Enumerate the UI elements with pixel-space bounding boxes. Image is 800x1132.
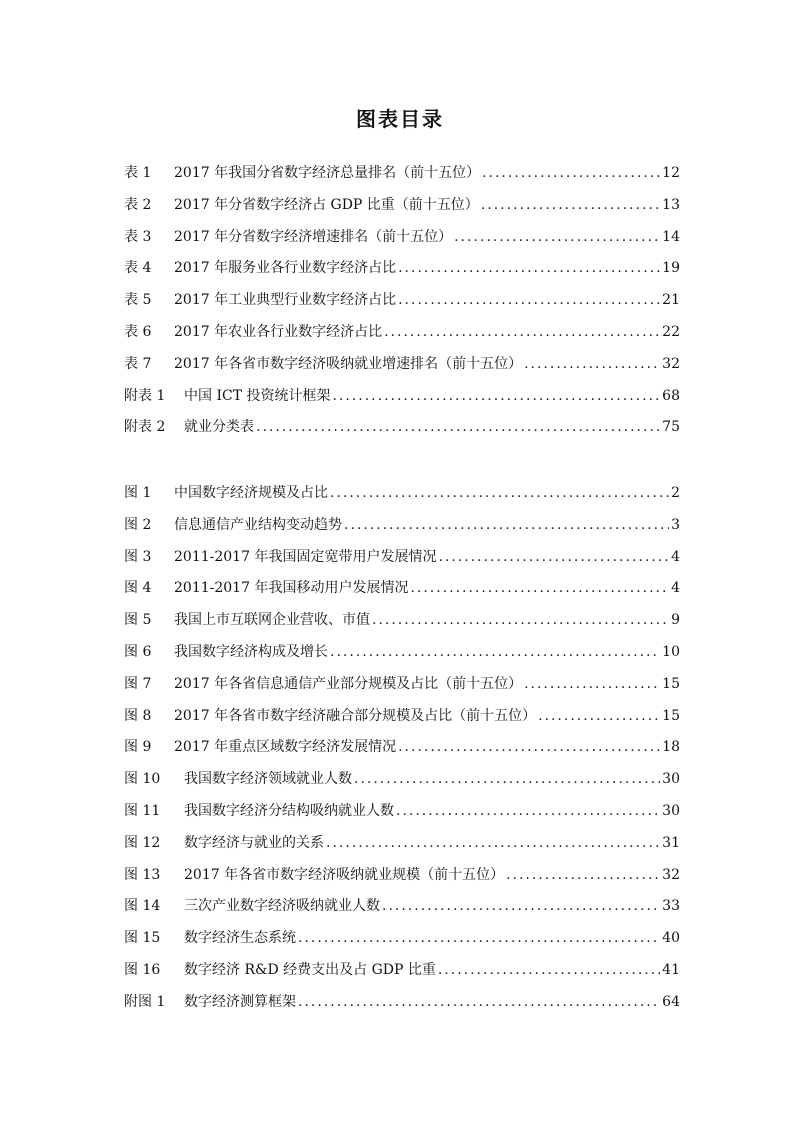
toc-entry-title: 中国 ICT 投资统计框架 [184, 387, 331, 404]
toc-entry-label: 表 2 [124, 196, 152, 213]
page-title: 图表目录 [356, 107, 444, 131]
toc-entry-page-number: 64 [662, 993, 680, 1010]
toc-entry[interactable] [124, 386, 680, 418]
toc-entry-label: 图 8 [124, 707, 152, 724]
dot-leader [344, 515, 669, 535]
toc-entry-page-number: 32 [662, 866, 680, 883]
toc-entry-title: 就业分类表 [184, 419, 254, 436]
dot-leader [410, 578, 669, 598]
toc-entry-label: 附表 1 [124, 387, 166, 404]
toc-entry-title: 数字经济与就业的关系 [184, 834, 324, 851]
toc-entry-label: 图 9 [124, 739, 152, 756]
dot-leader [524, 674, 660, 694]
toc-entry-title: 我国数字经济领域就业人数 [184, 771, 352, 788]
toc-entry-page-number: 68 [662, 387, 680, 404]
toc-entry-title: 我国数字经济构成及增长 [174, 643, 328, 660]
toc-entry[interactable] [124, 737, 680, 769]
toc-entry-page-number: 75 [662, 419, 680, 436]
dot-leader [330, 483, 669, 503]
toc-entry-label: 附表 2 [124, 419, 166, 436]
toc-entry-title: 数字经济测算框架 [184, 993, 296, 1010]
toc-entry[interactable] [124, 865, 680, 897]
toc-entry-label: 图 10 [124, 771, 161, 788]
dot-leader [398, 737, 660, 757]
dot-leader [398, 290, 660, 310]
toc-entry[interactable] [124, 163, 680, 195]
toc-entry-page-number: 14 [662, 228, 680, 245]
toc-entry-label: 图 7 [124, 675, 152, 692]
toc-entry-page-number: 21 [662, 292, 680, 309]
toc-entry-title: 2017 年各省市数字经济融合部分规模及占比（前十五位） [174, 707, 537, 724]
toc-entry-title: 数字经济生态系统 [184, 930, 296, 947]
toc-entry-label: 表 7 [124, 355, 152, 372]
toc-entry[interactable] [124, 896, 680, 928]
toc-entry[interactable] [124, 642, 680, 674]
toc-entry[interactable] [124, 417, 680, 449]
toc-entry[interactable] [124, 769, 680, 801]
toc-entry-page-number: 15 [662, 675, 680, 692]
toc-entry[interactable] [124, 992, 680, 1024]
toc-entry-page-number: 15 [662, 707, 680, 724]
toc-entry-title: 2017 年各省信息通信产业部分规模及占比（前十五位） [174, 675, 523, 692]
toc-entry-title: 数字经济 R&D 经费支出及占 GDP 比重 [184, 961, 436, 978]
table-of-figures [124, 483, 680, 1024]
toc-entry[interactable] [124, 483, 680, 515]
toc-entry-title: 2017 年分省数字经济占 GDP 比重（前十五位） [174, 196, 479, 213]
dot-leader [382, 896, 660, 916]
toc-entry-label: 附图 1 [124, 993, 166, 1010]
toc-entry[interactable] [124, 354, 680, 386]
toc-entry-page-number: 31 [662, 834, 680, 851]
dot-leader [372, 610, 669, 630]
toc-entry-page-number: 30 [662, 771, 680, 788]
toc-entry-label: 表 4 [124, 260, 152, 277]
dot-leader [384, 322, 660, 342]
dot-leader [481, 195, 660, 215]
table-of-tables [124, 163, 680, 449]
toc-entry[interactable] [124, 547, 680, 579]
toc-entry[interactable] [124, 258, 680, 290]
toc-entry[interactable] [124, 322, 680, 354]
toc-entry-page-number: 41 [662, 961, 680, 978]
toc-entry-label: 图 15 [124, 930, 161, 947]
toc-entry-page-number: 3 [671, 516, 680, 533]
dot-leader [438, 547, 669, 567]
dot-leader [332, 386, 660, 406]
toc-entry-page-number: 32 [662, 355, 680, 372]
toc-entry-label: 表 1 [124, 165, 152, 181]
toc-entry-page-number: 18 [662, 739, 680, 756]
toc-entry-title: 2017 年服务业各行业数字经济占比 [174, 260, 397, 277]
toc-entry-label: 图 6 [124, 643, 152, 660]
toc-entry-title: 2017 年工业典型行业数字经济占比 [174, 292, 397, 309]
toc-entry-page-number: 13 [662, 196, 680, 213]
toc-entry[interactable] [124, 578, 680, 610]
toc-entry-label: 表 6 [124, 323, 152, 340]
dot-leader [454, 227, 660, 247]
toc-entry-page-number: 30 [662, 802, 680, 819]
toc-entry-label: 图 3 [124, 548, 152, 565]
toc-entry-label: 图 2 [124, 516, 152, 533]
toc-entry[interactable] [124, 928, 680, 960]
toc-entry-label: 图 11 [124, 802, 161, 819]
toc-entry-page-number: 19 [662, 260, 680, 277]
dot-leader [330, 642, 660, 662]
toc-entry[interactable] [124, 706, 680, 738]
toc-entry-label: 图 13 [124, 866, 161, 883]
toc-entry-page-number: 40 [662, 930, 680, 947]
dot-leader [438, 960, 660, 980]
toc-entry-page-number: 4 [671, 548, 680, 565]
toc-entry-title: 信息通信产业结构变动趋势 [174, 516, 342, 533]
toc-entry-title: 2017 年我国分省数字经济总量排名（前十五位） [174, 165, 481, 181]
dot-leader [354, 769, 660, 789]
toc-entry-label: 表 3 [124, 228, 152, 245]
toc-entry-page-number: 9 [671, 612, 680, 629]
toc-entry-label: 图 16 [124, 961, 161, 978]
toc-entry[interactable] [124, 801, 680, 833]
toc-entry-title: 2011-2017 年我国移动用户发展情况 [174, 580, 409, 597]
toc-entry-title: 中国数字经济规模及占比 [174, 485, 328, 501]
toc-entry[interactable] [124, 960, 680, 992]
dot-leader [298, 928, 660, 948]
dot-leader [396, 801, 660, 821]
toc-entry-title: 2011-2017 年我国固定宽带用户发展情况 [174, 548, 437, 565]
toc-entry[interactable] [124, 195, 680, 227]
dot-leader [482, 163, 660, 183]
toc-entry-page-number: 33 [662, 898, 680, 915]
toc-entry-title: 我国上市互联网企业营收、市值 [174, 612, 370, 629]
toc-entry[interactable] [124, 227, 680, 259]
toc-entry-page-number: 12 [662, 165, 680, 181]
dot-leader [524, 354, 660, 374]
toc-entry-title: 2017 年各省市数字经济吸纳就业规模（前十五位） [184, 866, 505, 883]
toc-entry-title: 2017 年各省市数字经济吸纳就业增速排名（前十五位） [174, 355, 523, 372]
dot-leader [298, 992, 660, 1012]
toc-entry-title: 我国数字经济分结构吸纳就业人数 [184, 802, 394, 819]
dot-leader [506, 865, 660, 885]
toc-entry[interactable] [124, 833, 680, 865]
dot-leader [256, 417, 660, 437]
dot-leader [538, 706, 660, 726]
toc-entry-label: 图 5 [124, 612, 152, 629]
toc-entry-title: 2017 年重点区域数字经济发展情况 [174, 739, 397, 756]
toc-entry-label: 表 5 [124, 292, 152, 309]
toc-entry-title: 2017 年分省数字经济增速排名（前十五位） [174, 228, 453, 245]
toc-entry[interactable] [124, 610, 680, 642]
toc-entry-label: 图 4 [124, 580, 152, 597]
toc-entry[interactable] [124, 515, 680, 547]
toc-entry-page-number: 4 [671, 580, 680, 597]
toc-entry-page-number: 10 [662, 643, 680, 660]
toc-entry-label: 图 14 [124, 898, 161, 915]
toc-entry[interactable] [124, 674, 680, 706]
dot-leader [398, 258, 660, 278]
toc-entry[interactable] [124, 290, 680, 322]
toc-entry-page-number: 2 [671, 485, 680, 501]
toc-entry-title: 2017 年农业各行业数字经济占比 [174, 323, 383, 340]
dot-leader [326, 833, 660, 853]
toc-entry-page-number: 22 [662, 323, 680, 340]
toc-entry-label: 图 1 [124, 485, 152, 501]
toc-entry-title: 三次产业数字经济吸纳就业人数 [184, 898, 380, 915]
toc-entry-label: 图 12 [124, 834, 161, 851]
